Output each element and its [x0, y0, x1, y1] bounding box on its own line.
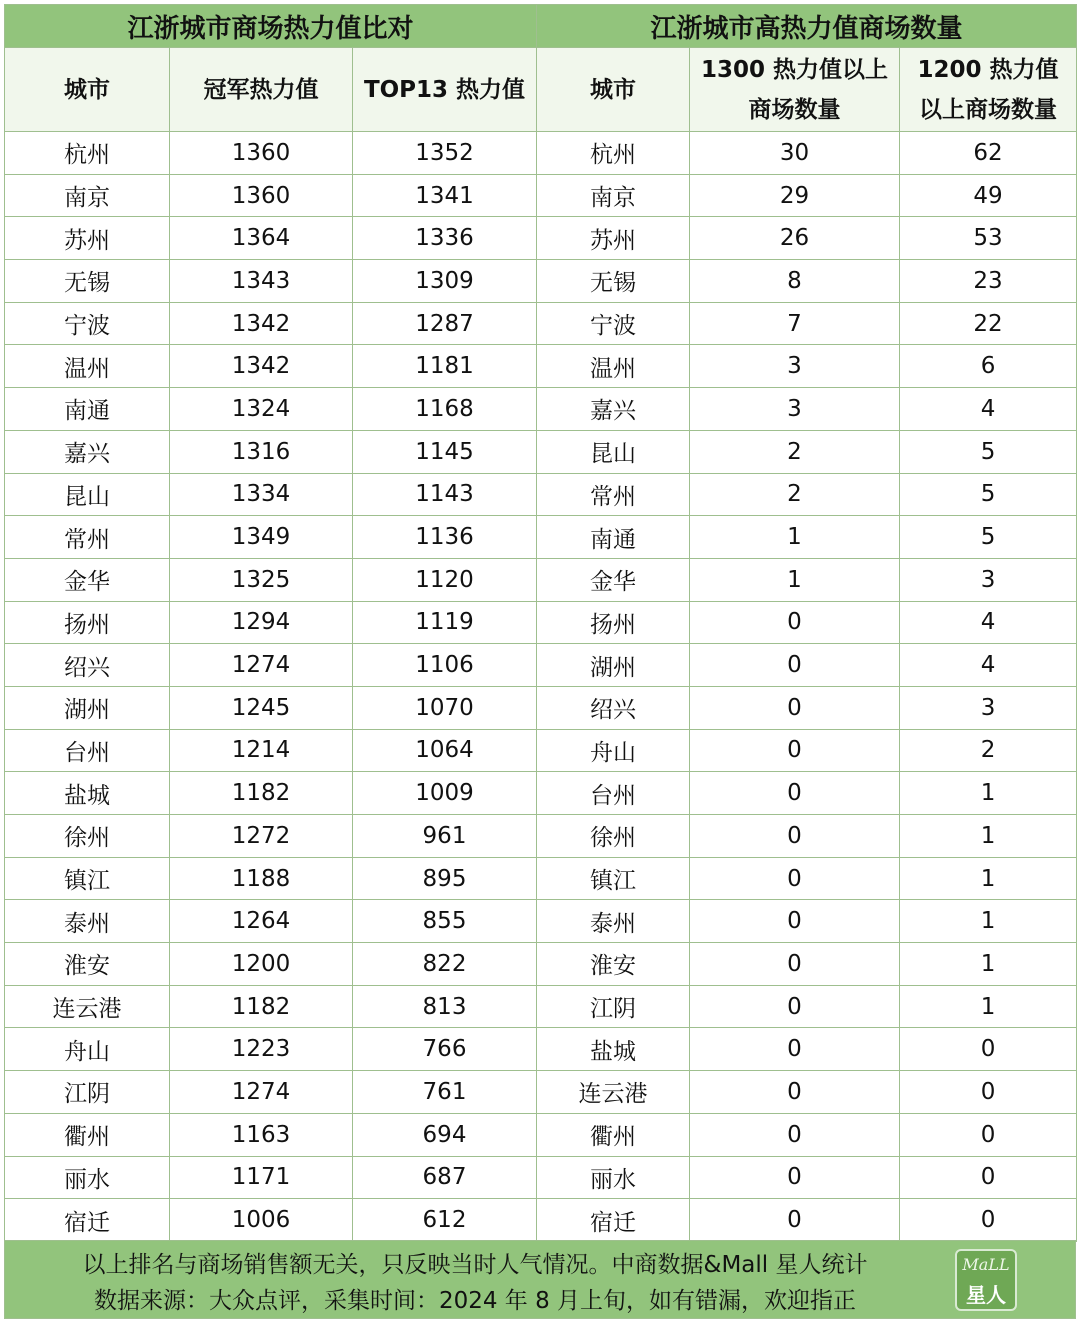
right-city-cell: 舟山 [537, 729, 690, 772]
champion-heat-cell: 1342 [170, 302, 353, 345]
table-row [5, 857, 1077, 900]
count-1200-cell: 1 [900, 815, 1077, 858]
top13-heat-cell: 1336 [353, 217, 537, 260]
count-1300-cell: 0 [690, 1071, 900, 1114]
col-header-count-1300-line2: 商场数量 [748, 96, 841, 123]
count-1300-cell: 0 [690, 900, 900, 943]
left-city-cell: 衢州 [5, 1113, 170, 1156]
left-city-cell: 舟山 [5, 1028, 170, 1071]
col-header-count-1300-line1: 1300 热力值以上 [700, 56, 889, 83]
right-city-cell: 金华 [537, 558, 690, 601]
right-city-cell: 徐州 [537, 815, 690, 858]
right-city-cell: 宁波 [537, 302, 690, 345]
count-1200-cell: 0 [900, 1071, 1077, 1114]
champion-heat-cell: 1006 [170, 1199, 353, 1242]
top13-heat-cell: 1352 [353, 132, 537, 175]
count-1300-cell: 0 [690, 686, 900, 729]
left-table-title: 江浙城市商场热力值比对 [5, 5, 537, 48]
count-1200-cell: 23 [900, 260, 1077, 303]
col-header-champion-heat: 冠军热力值 [170, 48, 353, 132]
top13-heat-cell: 761 [353, 1071, 537, 1114]
footer-disclaimer: 以上排名与商场销售额无关，只反映当时人气情况。中商数据&Mall 星人统计 [82, 1252, 868, 1278]
top13-heat-cell: 1287 [353, 302, 537, 345]
table-row [5, 260, 1077, 303]
left-city-cell: 南京 [5, 174, 170, 217]
count-1300-cell: 8 [690, 260, 900, 303]
table-row [5, 345, 1077, 388]
right-city-cell: 江阴 [537, 985, 690, 1028]
left-city-cell: 南通 [5, 388, 170, 431]
left-city-cell: 无锡 [5, 260, 170, 303]
count-1200-cell: 0 [900, 1156, 1077, 1199]
left-city-cell: 镇江 [5, 857, 170, 900]
champion-heat-cell: 1188 [170, 857, 353, 900]
count-1300-cell: 1 [690, 516, 900, 559]
champion-heat-cell: 1274 [170, 1071, 353, 1114]
champion-heat-cell: 1343 [170, 260, 353, 303]
table-row [5, 686, 1077, 729]
left-city-cell: 盐城 [5, 772, 170, 815]
left-city-cell: 湖州 [5, 686, 170, 729]
count-1300-cell: 3 [690, 388, 900, 431]
right-city-cell: 淮安 [537, 943, 690, 986]
right-city-cell: 绍兴 [537, 686, 690, 729]
champion-heat-cell: 1171 [170, 1156, 353, 1199]
count-1200-cell: 62 [900, 132, 1077, 175]
table-row [5, 601, 1077, 644]
col-header-count-1200-line1: 1200 热力值 [917, 56, 1059, 83]
count-1300-cell: 0 [690, 1113, 900, 1156]
right-city-cell: 南京 [537, 174, 690, 217]
champion-heat-cell: 1316 [170, 430, 353, 473]
left-city-cell: 宿迁 [5, 1199, 170, 1242]
champion-heat-cell: 1182 [170, 985, 353, 1028]
count-1200-cell: 2 [900, 729, 1077, 772]
top13-heat-cell: 766 [353, 1028, 537, 1071]
champion-heat-cell: 1360 [170, 174, 353, 217]
top13-heat-cell: 612 [353, 1199, 537, 1242]
left-city-cell: 嘉兴 [5, 430, 170, 473]
count-1200-cell: 1 [900, 985, 1077, 1028]
count-1300-cell: 0 [690, 644, 900, 687]
right-city-cell: 常州 [537, 473, 690, 516]
left-city-cell: 扬州 [5, 601, 170, 644]
top13-heat-cell: 1143 [353, 473, 537, 516]
count-1200-cell: 4 [900, 388, 1077, 431]
table-row [5, 302, 1077, 345]
champion-heat-cell: 1342 [170, 345, 353, 388]
right-city-cell: 苏州 [537, 217, 690, 260]
count-1200-cell: 53 [900, 217, 1077, 260]
table-row [5, 1028, 1077, 1071]
logo-star-text: 星人 [966, 1283, 1006, 1307]
count-1300-cell: 30 [690, 132, 900, 175]
left-city-cell: 常州 [5, 516, 170, 559]
table-row [5, 473, 1077, 516]
right-city-cell: 台州 [537, 772, 690, 815]
right-city-cell: 南通 [537, 516, 690, 559]
count-1300-cell: 0 [690, 1199, 900, 1242]
left-city-cell: 苏州 [5, 217, 170, 260]
left-city-cell: 昆山 [5, 473, 170, 516]
table-row [5, 772, 1077, 815]
right-table-title: 江浙城市高热力值商场数量 [537, 5, 1077, 48]
table-row [5, 729, 1077, 772]
champion-heat-cell: 1364 [170, 217, 353, 260]
count-1200-cell: 1 [900, 772, 1077, 815]
count-1200-cell: 0 [900, 1113, 1077, 1156]
table-row [5, 943, 1077, 986]
col-header-top13-heat: TOP13 热力值 [353, 48, 537, 132]
table-row [5, 217, 1077, 260]
left-city-cell: 泰州 [5, 900, 170, 943]
heat-value-table-wrapper [4, 4, 1076, 1242]
count-1300-cell: 29 [690, 174, 900, 217]
mall-star-logo [955, 1249, 1017, 1311]
table-row [5, 985, 1077, 1028]
count-1200-cell: 0 [900, 1028, 1077, 1071]
left-city-cell: 台州 [5, 729, 170, 772]
count-1200-cell: 4 [900, 644, 1077, 687]
top13-heat-cell: 1168 [353, 388, 537, 431]
top13-heat-cell: 1119 [353, 601, 537, 644]
left-city-cell: 江阴 [5, 1071, 170, 1114]
top13-heat-cell: 1341 [353, 174, 537, 217]
right-city-cell: 衢州 [537, 1113, 690, 1156]
champion-heat-cell: 1334 [170, 473, 353, 516]
count-1200-cell: 3 [900, 686, 1077, 729]
right-city-cell: 杭州 [537, 132, 690, 175]
table-row [5, 900, 1077, 943]
count-1300-cell: 0 [690, 601, 900, 644]
count-1200-cell: 4 [900, 601, 1077, 644]
count-1300-cell: 7 [690, 302, 900, 345]
col-header-city: 城市 [5, 48, 170, 132]
top13-heat-cell: 1106 [353, 644, 537, 687]
footer-source: 数据来源：大众点评，采集时间：2024 年 8 月上旬，如有错漏，欢迎指正 [93, 1288, 857, 1314]
champion-heat-cell: 1200 [170, 943, 353, 986]
count-1200-cell: 1 [900, 900, 1077, 943]
champion-heat-cell: 1223 [170, 1028, 353, 1071]
count-1200-cell: 0 [900, 1199, 1077, 1242]
right-city-cell: 湖州 [537, 644, 690, 687]
table-body [5, 132, 1077, 1242]
top13-heat-cell: 855 [353, 900, 537, 943]
footer-note [4, 1240, 1076, 1319]
count-1300-cell: 2 [690, 430, 900, 473]
top13-heat-cell: 1064 [353, 729, 537, 772]
count-1300-cell: 3 [690, 345, 900, 388]
champion-heat-cell: 1272 [170, 815, 353, 858]
right-city-cell: 嘉兴 [537, 388, 690, 431]
right-city-cell: 丽水 [537, 1156, 690, 1199]
logo-mall-text: MaLL [962, 1255, 1010, 1274]
table-row [5, 516, 1077, 559]
top13-heat-cell: 1070 [353, 686, 537, 729]
col-header-count-1200 [900, 48, 1077, 132]
champion-heat-cell: 1182 [170, 772, 353, 815]
left-city-cell: 丽水 [5, 1156, 170, 1199]
col-header-count-1200-line2: 以上商场数量 [919, 96, 1058, 123]
left-city-cell: 金华 [5, 558, 170, 601]
table-row [5, 132, 1077, 175]
top13-heat-cell: 1120 [353, 558, 537, 601]
count-1200-cell: 5 [900, 516, 1077, 559]
table-row [5, 174, 1077, 217]
right-city-cell: 宿迁 [537, 1199, 690, 1242]
table-row [5, 815, 1077, 858]
left-city-cell: 连云港 [5, 985, 170, 1028]
count-1200-cell: 1 [900, 857, 1077, 900]
top13-heat-cell: 822 [353, 943, 537, 986]
top13-heat-cell: 1136 [353, 516, 537, 559]
champion-heat-cell: 1349 [170, 516, 353, 559]
count-1300-cell: 0 [690, 815, 900, 858]
top13-heat-cell: 694 [353, 1113, 537, 1156]
champion-heat-cell: 1264 [170, 900, 353, 943]
count-1300-cell: 0 [690, 857, 900, 900]
count-1300-cell: 0 [690, 1028, 900, 1071]
count-1300-cell: 0 [690, 772, 900, 815]
right-city-cell: 盐城 [537, 1028, 690, 1071]
left-city-cell: 宁波 [5, 302, 170, 345]
right-city-cell: 连云港 [537, 1071, 690, 1114]
left-city-cell: 温州 [5, 345, 170, 388]
table-row [5, 1156, 1077, 1199]
left-city-cell: 绍兴 [5, 644, 170, 687]
right-city-cell: 扬州 [537, 601, 690, 644]
champion-heat-cell: 1214 [170, 729, 353, 772]
top13-heat-cell: 1309 [353, 260, 537, 303]
table-row [5, 1199, 1077, 1242]
table-row [5, 558, 1077, 601]
col-header-count-1300 [690, 48, 900, 132]
top13-heat-cell: 1145 [353, 430, 537, 473]
count-1300-cell: 0 [690, 985, 900, 1028]
table-row [5, 1113, 1077, 1156]
count-1200-cell: 5 [900, 473, 1077, 516]
champion-heat-cell: 1274 [170, 644, 353, 687]
left-city-cell: 淮安 [5, 943, 170, 986]
table-row [5, 644, 1077, 687]
left-city-cell: 徐州 [5, 815, 170, 858]
top13-heat-cell: 961 [353, 815, 537, 858]
table-row [5, 1071, 1077, 1114]
champion-heat-cell: 1325 [170, 558, 353, 601]
top13-heat-cell: 813 [353, 985, 537, 1028]
count-1200-cell: 5 [900, 430, 1077, 473]
count-1200-cell: 1 [900, 943, 1077, 986]
right-city-cell: 昆山 [537, 430, 690, 473]
table-row [5, 388, 1077, 431]
table-row [5, 430, 1077, 473]
champion-heat-cell: 1360 [170, 132, 353, 175]
champion-heat-cell: 1324 [170, 388, 353, 431]
right-city-cell: 无锡 [537, 260, 690, 303]
count-1200-cell: 49 [900, 174, 1077, 217]
right-city-cell: 泰州 [537, 900, 690, 943]
top13-heat-cell: 1009 [353, 772, 537, 815]
count-1300-cell: 26 [690, 217, 900, 260]
left-city-cell: 杭州 [5, 132, 170, 175]
top13-heat-cell: 1181 [353, 345, 537, 388]
champion-heat-cell: 1294 [170, 601, 353, 644]
col-header-city-right: 城市 [537, 48, 690, 132]
top13-heat-cell: 895 [353, 857, 537, 900]
top13-heat-cell: 687 [353, 1156, 537, 1199]
count-1200-cell: 3 [900, 558, 1077, 601]
right-city-cell: 温州 [537, 345, 690, 388]
count-1300-cell: 0 [690, 729, 900, 772]
champion-heat-cell: 1245 [170, 686, 353, 729]
right-city-cell: 镇江 [537, 857, 690, 900]
count-1200-cell: 22 [900, 302, 1077, 345]
count-1300-cell: 0 [690, 1156, 900, 1199]
count-1300-cell: 1 [690, 558, 900, 601]
champion-heat-cell: 1163 [170, 1113, 353, 1156]
count-1300-cell: 2 [690, 473, 900, 516]
count-1300-cell: 0 [690, 943, 900, 986]
heat-value-table [4, 4, 1077, 1242]
count-1200-cell: 6 [900, 345, 1077, 388]
